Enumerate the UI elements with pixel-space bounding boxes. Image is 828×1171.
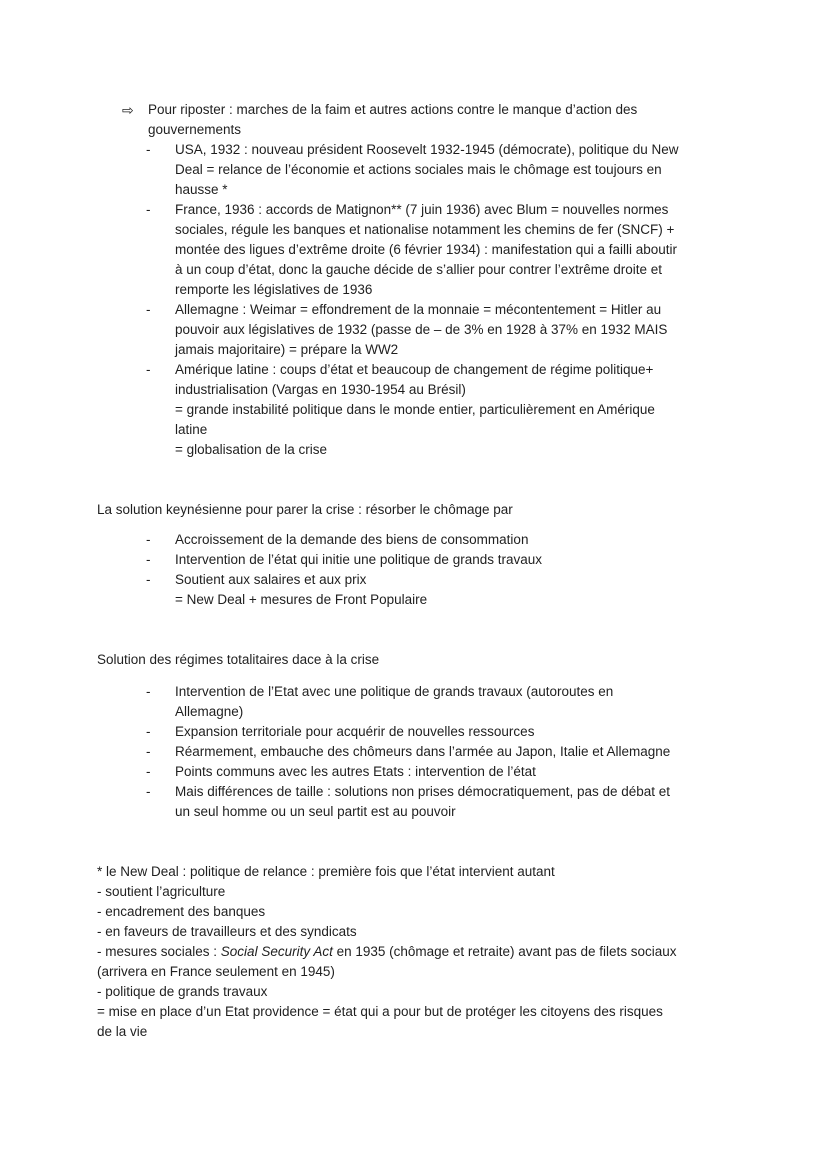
keynes-item <box>146 550 777 570</box>
riposte-lead-text <box>148 100 637 140</box>
text-line: Accroissement de la demande des biens de consommation <box>175 532 529 547</box>
totalitaires-item <box>146 682 777 722</box>
footnote-line: - encadrement des banques <box>97 904 266 919</box>
text-line: remporte les législatives de 1936 <box>175 282 373 297</box>
text-line: Deal = relance de l’économie et actions sociales mais le chômage est toujours en <box>175 162 662 177</box>
text-line: Allemagne : Weimar = effondrement de la monnaie = mécontentement = Hitler au <box>175 302 662 317</box>
footnote-block <box>97 862 777 1042</box>
footnote-line: * le New Deal : politique de relance : première fois que l’état intervient autant <box>97 864 555 879</box>
totalitaires-item <box>146 762 777 782</box>
footnote-line: - en faveurs de travailleurs et des syndicats <box>97 924 357 939</box>
text-line: Allemagne) <box>175 704 244 719</box>
keynes-item <box>146 530 777 550</box>
footnote-line: (arrivera en France seulement en 1945) <box>97 964 335 979</box>
totalitaires-item <box>146 742 777 762</box>
footnote-line: de la vie <box>97 1024 148 1039</box>
keynes-heading: La solution keynésienne pour parer la crise : résorber le chômage par <box>97 502 513 517</box>
text-line: Pour riposter : marches de la faim et autres actions contre le manque d’action des <box>148 102 638 117</box>
footnote-social-prefix: - mesures sociales : <box>97 944 221 959</box>
text-line: Soutient aux salaires et aux prix <box>175 572 367 587</box>
text-line: = grande instabilité politique dans le monde entier, particulièrement en Amérique <box>175 402 655 417</box>
text-line: France, 1936 : accords de Matignon** (7 juin 1936) avec Blum = nouvelles normes <box>175 202 669 217</box>
footnote-line: - politique de grands travaux <box>97 984 268 999</box>
riposte-item-france <box>146 200 777 300</box>
dash-bullet: - <box>146 784 151 799</box>
totalitaires-item-text <box>175 782 670 822</box>
footnote-social-security-line <box>97 942 777 962</box>
totalitaires-item <box>146 722 777 742</box>
text-line: à un coup d’état, donc la gauche décide de s’allier pour contrer l’extrême droite et <box>175 262 663 277</box>
keynes-conclusion: = New Deal + mesures de Front Populaire <box>175 592 428 607</box>
arrow-bullet-icon: ⇨ <box>122 102 134 118</box>
riposte-item-france-text <box>175 200 677 300</box>
riposte-item-allemagne <box>146 300 777 360</box>
dash-bullet: - <box>146 142 151 157</box>
dash-bullet: - <box>146 362 151 377</box>
text-line: sociales, régule les banques et nationalise notamment les chemins de fer (SNCF) + <box>175 222 675 237</box>
text-line: Mais différences de taille : solutions non prises démocratiquement, pas de débat et <box>175 784 671 799</box>
text-line: montée des ligues d’extrême droite (6 février 1934) : manifestation qui a failli aboutir <box>175 242 678 257</box>
riposte-item-usa-text <box>175 140 679 200</box>
text-line: industrialisation (Vargas en 1930-1954 au Brésil) <box>175 382 466 397</box>
dash-bullet: - <box>146 744 151 759</box>
dash-bullet: - <box>146 764 151 779</box>
text-line: Points communs avec les autres Etats : intervention de l’état <box>175 764 536 779</box>
dash-bullet: - <box>146 302 151 317</box>
text-line: Réarmement, embauche des chômeurs dans l’armée au Japon, Italie et Allemagne <box>175 744 671 759</box>
text-line: USA, 1932 : nouveau président Roosevelt 1932-1945 (démocrate), politique du New <box>175 142 679 157</box>
dash-bullet: - <box>146 572 151 587</box>
text-line: latine <box>175 422 208 437</box>
riposte-section-lead <box>122 100 777 140</box>
dash-bullet: - <box>146 532 151 547</box>
totalitaires-item-text <box>175 682 613 722</box>
riposte-item-usa <box>146 140 777 200</box>
dash-bullet: - <box>146 724 151 739</box>
text-line: Amérique latine : coups d’état et beaucoup de changement de régime politique+ <box>175 362 654 377</box>
footnote-social-act-title: Social Security Act <box>220 944 333 959</box>
dash-bullet: - <box>146 202 151 217</box>
text-line: jamais majoritaire) = prépare la WW2 <box>175 342 399 357</box>
text-line: gouvernements <box>148 122 242 137</box>
totalitaires-item <box>146 782 777 822</box>
document-content <box>97 100 777 1042</box>
riposte-item-allemagne-text <box>175 300 667 360</box>
keynes-item <box>146 570 777 590</box>
text-line: hausse * <box>175 182 228 197</box>
riposte-conclusions <box>175 400 777 460</box>
footnote-social-suffix: en 1935 (chômage et retraite) avant pas de filets sociaux <box>332 944 677 959</box>
dash-bullet: - <box>146 552 151 567</box>
dash-bullet: - <box>146 684 151 699</box>
text-line: Expansion territoriale pour acquérir de nouvelles ressources <box>175 724 535 739</box>
text-line: un seul homme ou un seul partit est au pouvoir <box>175 804 456 819</box>
footnote-line: - soutient l’agriculture <box>97 884 226 899</box>
text-line: pouvoir aux législatives de 1932 (passe de – de 3% en 1928 à 37% en 1932 MAIS <box>175 322 668 337</box>
text-line: Intervention de l’Etat avec une politique de grands travaux (autoroutes en <box>175 684 614 699</box>
riposte-item-amerique-latine <box>146 360 777 400</box>
riposte-item-amerique-latine-text <box>175 360 653 400</box>
totalitaires-heading: Solution des régimes totalitaires dace à la crise <box>97 652 380 667</box>
text-line: = globalisation de la crise <box>175 442 327 457</box>
text-line: Intervention de l’état qui initie une politique de grands travaux <box>175 552 542 567</box>
footnote-line: = mise en place d’un Etat providence = état qui a pour but de protéger les citoyens des risques <box>97 1004 663 1019</box>
